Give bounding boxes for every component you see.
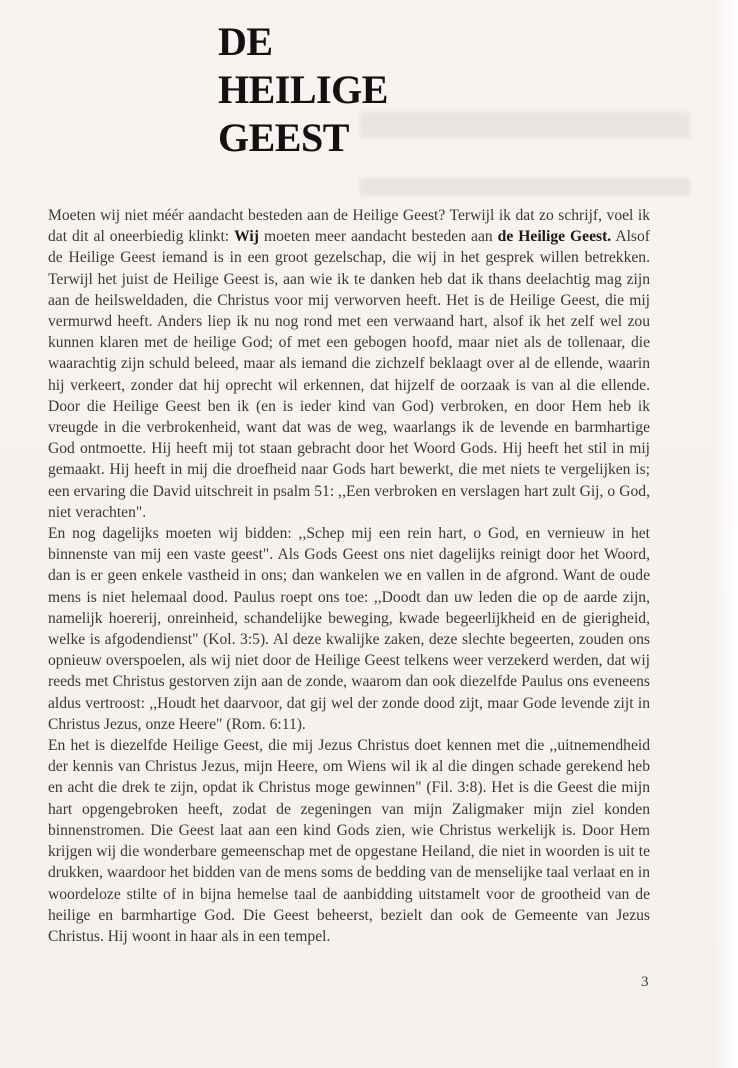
emphasis-wij: Wij (234, 228, 259, 246)
text-segment: En nog dagelijks moeten wij bidden: ,,Schep mij een rein hart, o God, en vernieuw in het binnenste van mij een vaste geest". Als Gods Geest ons niet dagelijks reinigt door het Woord, dan is er geen enkele vastheid in ons; dan wankelen we en vallen in de afgrond. Want de oude mens is niet helemaal dood. Paulus roept ons toe: ,,Doodt dan uw leden die op de aarde zijn, namelijk hoererij, onreinheid, schandelijke beweging, kwade begeerlijkheid en de gierigheid, welke is afgodendienst" (Kol. 3:5). Al deze kwalijke zaken, deze slechte begeerten, zouden ons opnieuw overspoelen, als wij niet door de Heilige Geest telkens weer verzekerd werden, dat wij reeds met Christus gestorven zijn aan de zonde, waarom dan ook diezelfde Paulus ons eveneens aldus vertroost: ,,Houdt het daarvoor, dat gij wel der zonde dood zijt, maar Gode levende zijt in Christus Jezus, onze Heere" (Rom. 6:11). (48, 525, 650, 733)
paragraph (48, 523, 650, 735)
emphasis-de-heilige-geest: de Heilige Geest. (497, 228, 612, 246)
text-segment: moeten meer aandacht besteden aan (258, 228, 498, 246)
body-text (48, 205, 650, 947)
title-line-1: DE (218, 19, 273, 64)
text-segment: Alsof de Heilige Geest iemand is in een groot gezelschap, die wij in het gesprek willen betrekken. Terwijl het juist de Heilige Geest is, aan wie ik te danken heb dat ik thans deelachtig mag zijn aan de heilsweldaden, die Christus voor mij verworven heeft. Het is de Heilige Geest, die mij vermurwd heeft. Anders liep ik nu nog rond met een verwaand hart, alsof ik het zelf wel zou kunnen klaren met de heilige God; of met een gebogen hoofd, maar niet als de tollenaar, die waarachtig zijn schuld beleed, maar als iemand die zichzelf beklaagt over al de ellende, waarin hij verkeert, zonder dat hij oprecht wil erkennen, dat hijzelf de oorzaak is van al die ellende. Door die Heilige Geest ben ik (en is ieder kind van God) verbroken, en door Hem heb ik vreugde in die verbrokenheid, want dat was de weg, waarlangs ik de levende en barmhartige God ontmoette. Hij heeft mij tot staan gebracht door het Woord Gods. Hij heeft het stil in mij gemaakt. Hij heeft in mij die droefheid naar Gods hart bewerkt, die met niets te vergelijken is; een ervaring die David uitschreit in psalm 51: ,,Een verbroken en verslagen hart zult Gij, o God, niet verachten". (48, 228, 650, 521)
show-through-text (360, 60, 690, 210)
chapter-title (218, 18, 388, 162)
page-edge (712, 0, 738, 1068)
page-number: 3 (641, 974, 649, 990)
text-segment: Moeten wij niet méér aandacht besteden aan de Heilige Geest? Terwijl ik dat zo schrijf, voel ik dat dit al oneerbiedig klinkt: (48, 207, 650, 246)
paragraph (48, 735, 650, 947)
paragraph (48, 205, 650, 523)
title-line-3: GEEST (218, 115, 349, 160)
text-segment: En het is diezelfde Heilige Geest, die mij Jezus Christus doet kennen met die ,,uitnemendheid der kennis van Christus Jezus, mijn Heere, om Wiens wil ik al die dingen schade gerekend heb en acht die drek te zijn, opdat ik Christus moge gewinnen" (Fil. 3:8). Het is die Geest die mijn hart opgengebroken heeft, zodat de zegeningen van mijn Zaligmaker mijn ziel konden binnenstromen. Die Geest laat aan een kind Gods zien, wie Christus werkelijk is. Door Hem krijgen wij die wonderbare gemeenschap met de opgestane Heiland, die niet in woorden is uit te drukken, waardoor het bidden van de mens soms de bedding van de menselijke taal verlaat en in woordeloze stilte of in bijna hemelse taal de aanbidding uitstamelt voor de grootheid van de heilige en barmhartige God. Die Geest beheerst, bezielt dan ook de Gemeente van Jezus Christus. Hij woont in haar als in een tempel. (48, 737, 650, 945)
title-line-2: HEILIGE (218, 67, 388, 112)
